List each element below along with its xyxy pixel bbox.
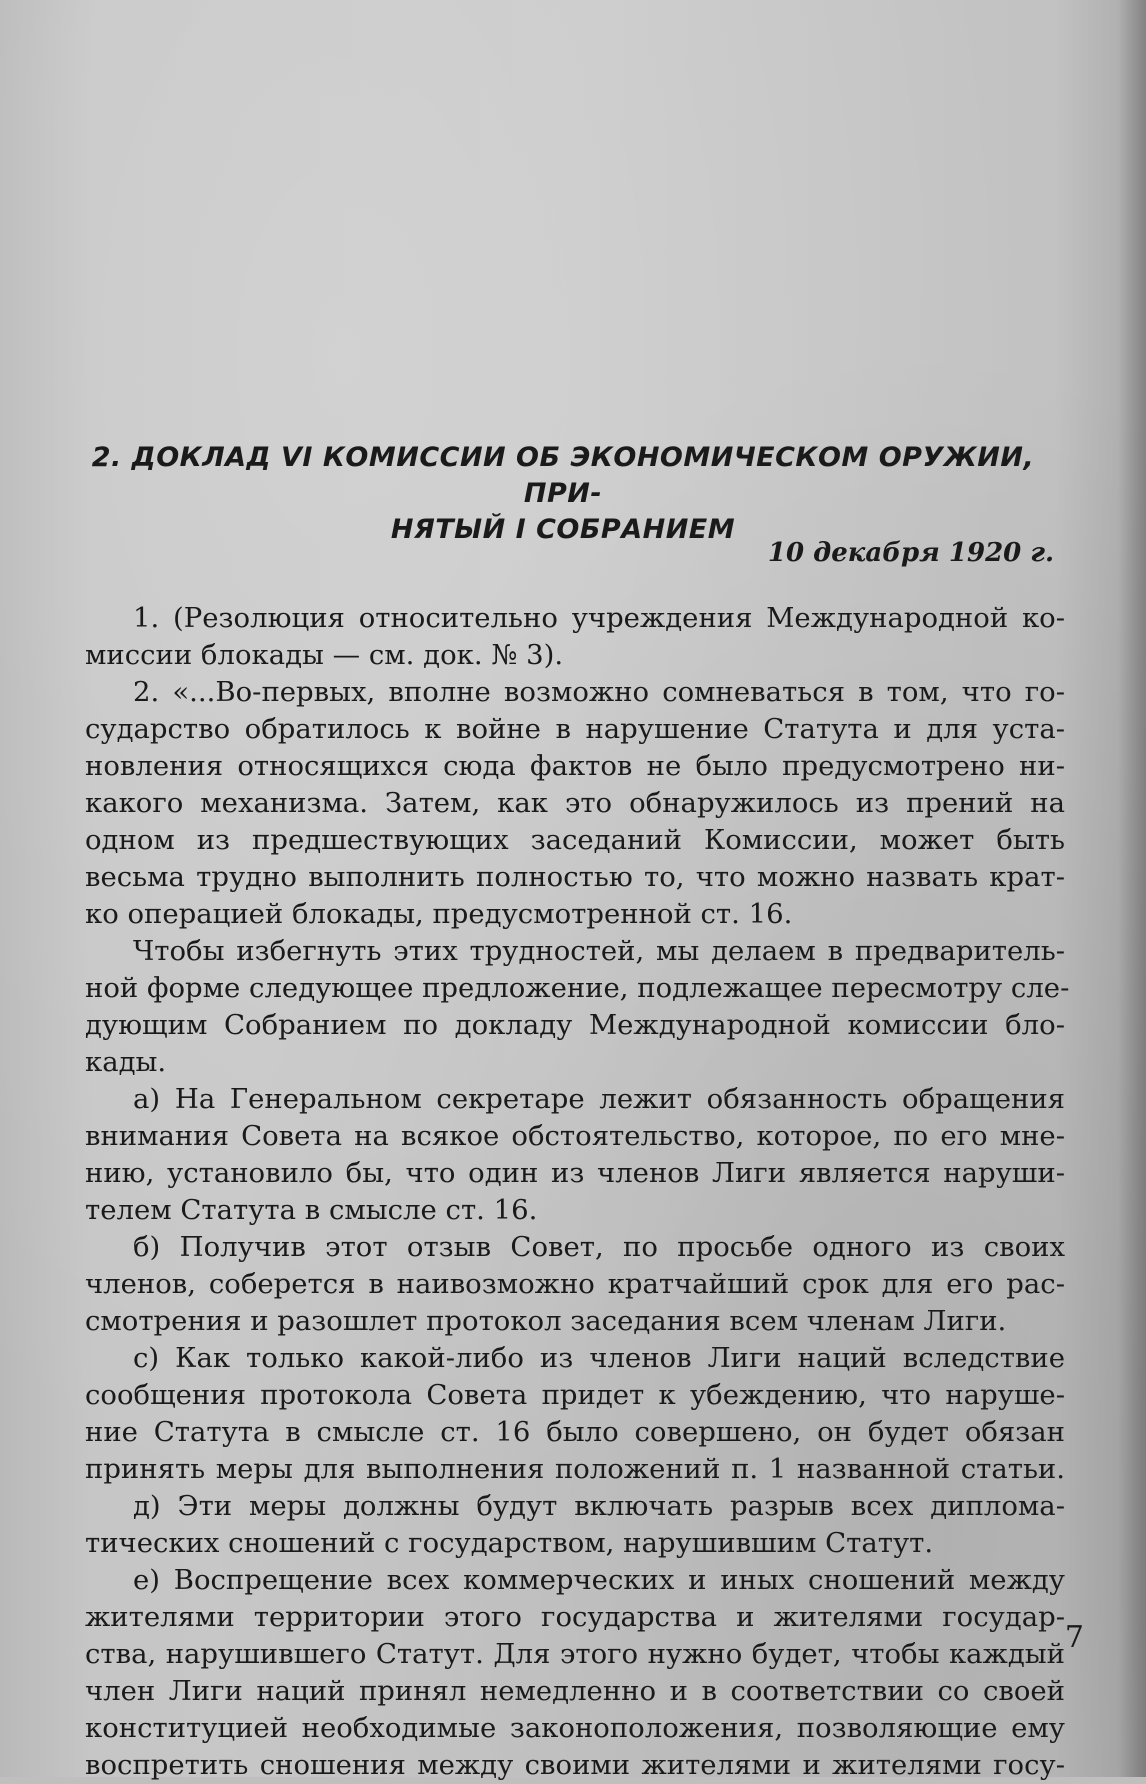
text-line: 1. (Резолюция относительно учреждения Международной ко- — [133, 602, 1065, 634]
page-edge-shadow — [1118, 0, 1146, 1777]
text-line: одном из предшествующих заседаний Комиссии, может быть — [85, 824, 1065, 856]
text-line: 2. «...Во-первых, вполне возможно сомневаться в том, что го- — [133, 676, 1065, 708]
text-line: воспретить сношения между своими жителями и жителями госу- — [85, 1749, 1065, 1781]
text-line: дующим Собранием по докладу Международной комиссии бло- — [85, 1009, 1065, 1041]
text-line: телем Статута в смысле ст. 16. — [85, 1194, 538, 1226]
text-line: смотрения и разошлет протокол заседания всем членам Лиги. — [85, 1305, 1007, 1337]
text-line: новления относящихся сюда фактов не было предусмотрено ни- — [85, 750, 1065, 782]
text-line: ние Статута в смысле ст. 16 было совершено, он будет обязан — [85, 1416, 1065, 1448]
text-line: внимания Совета на всякое обстоятельство, которое, по его мне- — [85, 1120, 1065, 1152]
text-line: член Лиги наций принял немедленно и в соответствии со своей — [85, 1675, 1065, 1707]
text-line: д) Эти меры должны будут включать разрыв всех диплома- — [133, 1490, 1065, 1522]
text-line: Чтобы избегнуть этих трудностей, мы делаем в предваритель- — [133, 935, 1065, 967]
text-line: весьма трудно выполнить полностью то, что можно назвать крат- — [85, 861, 1065, 893]
text-line: нию, установило бы, что один из членов Лиги является наруши- — [85, 1157, 1065, 1189]
text-line: ства, нарушившего Статут. Для этого нужно будет, чтобы каждый — [85, 1638, 1065, 1670]
text-line: ко операцией блокады, предусмотренной ст. 16. — [85, 898, 793, 930]
text-line: е) Воспрещение всех коммерческих и иных сношений между — [133, 1564, 1065, 1596]
text-line: членов, соберется в наивозможно кратчайший срок для его рас- — [85, 1268, 1065, 1300]
document-date: 10 декабря 1920 г. — [767, 538, 1054, 568]
heading-line-2: НЯТЫЙ I СОБРАНИЕМ — [390, 514, 736, 545]
text-line: конституцией необходимые законоположения, позволяющие ему — [85, 1712, 1065, 1744]
heading-line-1: 2. ДОКЛАД VI КОМИССИИ ОБ ЭКОНОМИЧЕСКОМ ОРУЖИИ, ПРИ- — [91, 442, 1035, 509]
text-line: какого механизма. Затем, как это обнаружилось из прений на — [85, 787, 1065, 819]
text-line: ной форме следующее предложение, подлежащее пересмотру сле- — [85, 972, 1070, 1004]
text-line: жителями территории этого государства и жителями государ- — [85, 1601, 1065, 1633]
text-line: б) Получив этот отзыв Совет, по просьбе одного из своих — [133, 1231, 1065, 1263]
text-line: миссии блокады — см. док. № 3). — [85, 639, 564, 671]
text-line: с) Как только какой-либо из членов Лиги наций вследствие — [133, 1342, 1065, 1374]
page-number: 7 — [1064, 1620, 1084, 1655]
text-line: сударство обратилось к войне в нарушение Статута и для уста- — [85, 713, 1065, 745]
text-line: а) На Генеральном секретаре лежит обязанность обращения — [133, 1083, 1065, 1115]
text-line: тических сношений с государством, нарушившим Статут. — [85, 1527, 934, 1559]
text-line: принять меры для выполнения положений п. 1 названной статьи. — [85, 1453, 1065, 1485]
document-heading — [68, 440, 1058, 548]
text-line: кады. — [85, 1046, 167, 1078]
document-body — [85, 600, 1070, 1784]
text-line: сообщения протокола Совета придет к убеждению, что наруше- — [85, 1379, 1065, 1411]
